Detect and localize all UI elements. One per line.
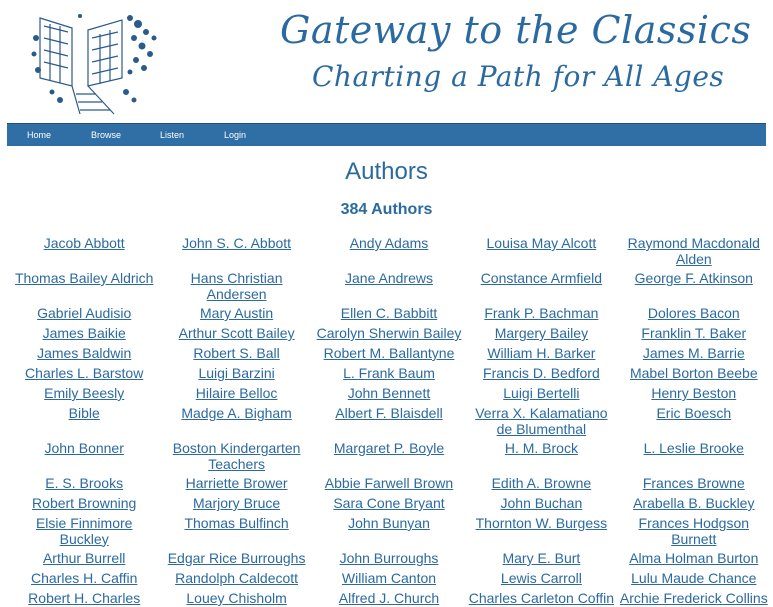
gateway-logo[interactable] [30,8,160,116]
author-link[interactable]: John Buchan [500,495,583,511]
author-link[interactable]: George F. Atkinson [634,270,753,286]
author-link[interactable]: Madge A. Bigham [181,405,292,421]
author-link[interactable]: Charles L. Barstow [25,365,144,381]
author-link[interactable]: Andy Adams [349,235,429,251]
author-link[interactable]: Luigi Barzini [198,365,275,381]
page-title: Authors [345,158,428,185]
author-link[interactable]: L. Frank Baum [343,365,435,381]
nav-home[interactable]: Home [27,130,52,140]
author-link[interactable]: Mabel Borton Beebe [629,365,758,381]
nav-listen[interactable]: Listen [160,130,185,140]
author-link[interactable]: Archie Frederick Collins [619,590,768,606]
author-link[interactable]: Robert S. Ball [193,345,280,361]
author-link[interactable]: Charles H. Caffin [31,570,138,586]
author-link[interactable]: John Bennett [347,385,431,401]
author-link[interactable]: Charles Carleton Coffin [468,590,615,606]
author-link[interactable]: James Baikie [42,325,126,341]
author-link[interactable]: Robert H. Charles [28,590,141,606]
author-link[interactable]: Frank P. Bachman [484,305,599,321]
author-link[interactable]: Luigi Bertelli [503,385,580,401]
author-link[interactable]: Marjory Bruce [193,495,281,511]
nav-login[interactable]: Login [224,130,247,140]
author-link[interactable]: Boston Kindergarten Teachers [172,440,301,472]
author-link[interactable]: Dolores Bacon [647,305,740,321]
author-link[interactable]: Arthur Scott Bailey [178,325,295,341]
author-link[interactable]: James M. Barrie [642,345,745,361]
author-grid [10,236,768,607]
author-link[interactable]: Frances Hodgson Burnett [638,515,750,547]
author-link[interactable]: Thomas Bailey Aldrich [14,270,154,286]
author-link[interactable]: Gabriel Audisio [37,305,132,321]
author-link[interactable]: Alfred J. Church [338,590,440,606]
author-link[interactable]: Frances Browne [642,475,745,491]
author-link[interactable]: Jacob Abbott [43,235,125,251]
author-link[interactable]: Mary E. Burt [502,550,581,566]
author-link[interactable]: Emily Beesly [44,385,125,401]
author-link[interactable]: Elsie Finnimore Buckley [35,515,133,547]
author-link[interactable]: Louisa May Alcott [486,235,597,251]
author-link[interactable]: Raymond Macdonald Alden [627,235,760,267]
author-link[interactable]: Carolyn Sherwin Bailey [316,325,462,341]
author-link[interactable]: Ellen C. Babbitt [340,305,438,321]
author-link[interactable]: John Bunyan [348,515,430,531]
author-link[interactable]: Constance Armfield [480,270,603,286]
author-link[interactable]: Robert Browning [32,495,137,511]
author-count: 384 Authors [340,201,433,218]
site-banner [0,0,773,122]
author-link[interactable]: Eric Boesch [656,405,732,421]
author-link[interactable]: Abbie Farwell Brown [324,475,454,491]
author-link[interactable]: L. Leslie Brooke [643,440,744,456]
main-navbar [7,123,766,146]
author-link[interactable]: Sara Cone Bryant [333,495,445,511]
author-link[interactable]: Arabella B. Buckley [633,495,755,511]
site-subtitle: Charting a Path for All Ages [312,60,725,93]
author-link[interactable]: Lewis Carroll [500,570,582,586]
author-link[interactable]: Franklin T. Baker [641,325,747,341]
author-link[interactable]: Henry Beston [651,385,737,401]
author-link[interactable]: Arthur Burrell [42,550,126,566]
author-link[interactable]: William Canton [341,570,437,586]
author-link[interactable]: Edith A. Browne [491,475,592,491]
author-link[interactable]: Francis D. Bedford [483,365,600,381]
author-link[interactable]: Thornton W. Burgess [475,515,608,531]
author-link[interactable]: Edgar Rice Burroughs [167,550,306,566]
author-link[interactable]: Jane Andrews [345,270,433,286]
author-link[interactable]: Robert M. Ballantyne [323,345,455,361]
author-link[interactable]: John Burroughs [339,550,439,566]
author-link[interactable]: John Bonner [44,440,124,456]
author-link[interactable]: Verra X. Kalamatiano de Blumenthal [475,405,608,437]
author-link[interactable]: H. M. Brock [504,440,578,456]
author-link[interactable]: Alma Holman Burton [629,550,759,566]
author-link[interactable]: Randolph Caldecott [175,570,299,586]
author-link[interactable]: John S. C. Abbott [182,235,292,251]
nav-browse[interactable]: Browse [91,130,122,140]
author-link[interactable]: Louey Chisholm [186,590,287,606]
author-link[interactable]: Margery Bailey [494,325,589,341]
author-link[interactable]: Albert F. Blaisdell [335,405,443,421]
author-link[interactable]: Bible [68,405,100,421]
author-link[interactable]: James Baldwin [37,345,132,361]
author-link[interactable]: Margaret P. Boyle [333,440,445,456]
author-link[interactable]: Hilaire Belloc [195,385,278,401]
author-link[interactable]: Mary Austin [200,305,274,321]
author-link[interactable]: E. S. Brooks [45,475,124,491]
author-link[interactable]: Hans Christian Andersen [190,270,283,302]
author-link[interactable]: Lulu Maude Chance [631,570,757,586]
author-link[interactable]: Thomas Bulfinch [184,515,289,531]
author-link[interactable]: William H. Barker [487,345,596,361]
author-link[interactable]: Harriette Brower [185,475,288,491]
site-title: Gateway to the Classics [280,8,752,52]
